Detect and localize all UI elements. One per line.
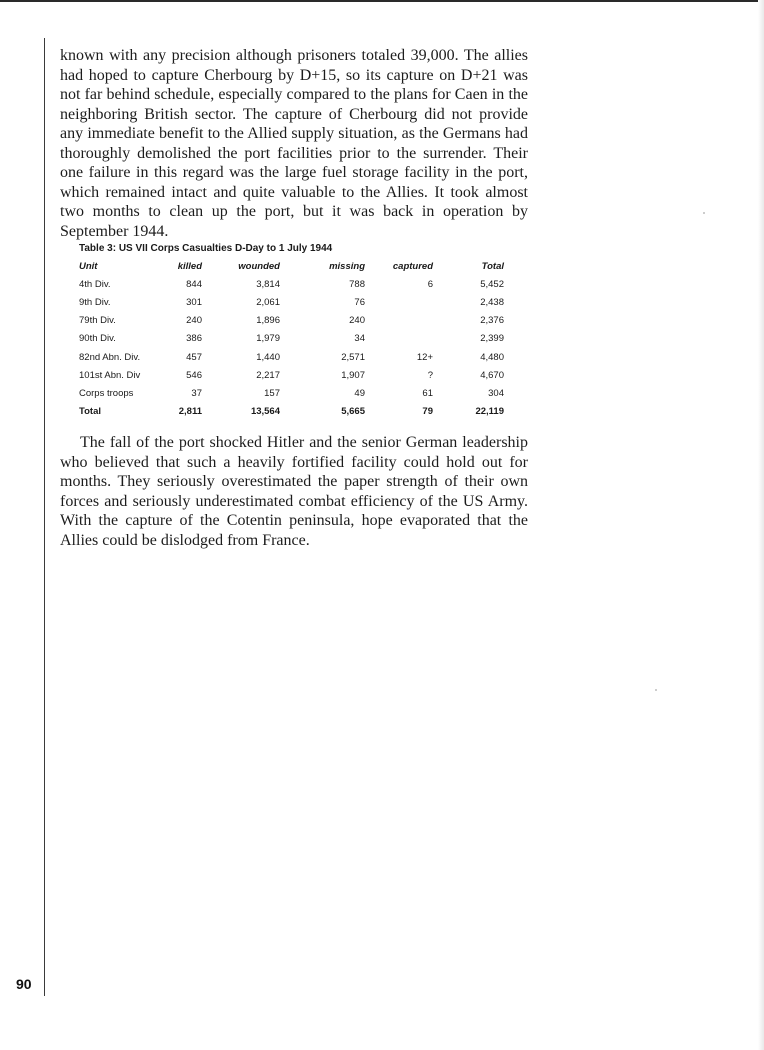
cell-killed: 386 (186, 333, 202, 345)
cell-captured: 6 (427, 278, 433, 290)
cell-killed: 240 (186, 315, 202, 327)
table-row (79, 275, 504, 293)
header-missing: missing (329, 260, 365, 272)
cell-unit: 101st Abn. Div (79, 369, 141, 381)
table-total-row (79, 403, 504, 421)
cell-missing: 49 (354, 387, 365, 399)
header-killed: killed (177, 260, 202, 272)
total-missing: 5,665 (341, 406, 365, 418)
cell-wounded: 2,061 (256, 296, 280, 308)
cell-wounded: 1,979 (256, 333, 280, 345)
cell-total: 304 (488, 387, 504, 399)
table-header-row (79, 257, 504, 275)
cell-missing: 76 (354, 296, 365, 308)
cell-captured: ? (427, 369, 433, 381)
cell-total: 2,376 (480, 315, 504, 327)
cell-killed: 301 (186, 296, 202, 308)
table-title: Table 3: US VII Corps Casualties D-Day to 1 July 1944 (79, 243, 333, 254)
cell-killed: 37 (191, 387, 202, 399)
cell-total: 2,399 (480, 333, 504, 345)
table-row (79, 330, 504, 348)
cell-unit: 4th Div. (79, 278, 111, 290)
table-row (79, 312, 504, 330)
scan-speck (703, 212, 705, 214)
cell-killed: 546 (186, 369, 202, 381)
total-killed: 2,811 (178, 406, 202, 418)
cell-total: 2,438 (480, 296, 504, 308)
header-captured: captured (392, 260, 433, 272)
page-edge-shadow (758, 0, 764, 1050)
header-unit: Unit (79, 260, 98, 272)
cell-missing: 240 (349, 315, 365, 327)
cell-captured: 12+ (416, 351, 433, 363)
cell-total: 5,452 (480, 278, 504, 290)
cell-wounded: 1,440 (256, 351, 280, 363)
casualties-table-block (79, 240, 504, 421)
table-row (79, 348, 504, 366)
cell-wounded: 2,217 (256, 369, 280, 381)
cell-unit: 9th Div. (79, 296, 111, 308)
cell-captured (365, 330, 433, 348)
cell-captured (365, 293, 433, 311)
margin-rule (44, 38, 45, 996)
cell-wounded: 157 (264, 387, 280, 399)
cell-unit: Corps troops (79, 387, 134, 399)
cell-missing: 34 (354, 333, 365, 345)
header-wounded: wounded (238, 260, 280, 272)
cell-wounded: 1,896 (256, 315, 280, 327)
cell-captured: 61 (422, 387, 433, 399)
body-paragraph-2: The fall of the port shocked Hitler and the senior German leadership who believed that such a heavily fortified facility could hold out for months. They seriously overestimated the paper strength of their own forces and seriously underestimated combat efficiency of the US Army. With the capture of the Cotentin peninsula, hope evaporated that the Allies could be dislodged from France. (60, 434, 528, 549)
header-total: Total (481, 260, 504, 272)
table-row (79, 384, 504, 402)
cell-unit: 82nd Abn. Div. (79, 351, 141, 363)
table-row (79, 293, 504, 311)
cell-wounded: 3,814 (256, 278, 280, 290)
total-total: 22,119 (475, 406, 504, 418)
total-label: Total (79, 406, 101, 418)
cell-unit: 79th Div. (79, 315, 116, 327)
casualties-table (79, 257, 504, 421)
page-number: 90 (16, 976, 32, 992)
total-captured: 79 (422, 406, 433, 418)
cell-missing: 788 (349, 278, 365, 290)
cell-missing: 2,571 (341, 351, 365, 363)
table-row (79, 366, 504, 384)
cell-total: 4,670 (480, 369, 504, 381)
cell-captured (365, 312, 433, 330)
cell-killed: 457 (186, 351, 202, 363)
body-paragraph-1: known with any precision although prisoners totaled 39,000. The allies had hoped to capture Cherbourg by D+15, so its capture on D+21 was not far behind schedule, especially compared to the plans for Caen in the neighboring British sector. The capture of Cherbourg did not provide any immediate benefit to the Allied supply situation, as the Germans had thoroughly demolished the port facilities prior to the surrender. Their one failure in this regard was the large fuel storage facility in the port, which remained intact and quite valuable to the Allies. It took almost two months to clean up the port, but it was back in operation by September 1944. (60, 47, 528, 240)
cell-killed: 844 (186, 278, 202, 290)
scan-speck (655, 689, 657, 691)
cell-total: 4,480 (480, 351, 504, 363)
top-border (0, 0, 764, 2)
cell-unit: 90th Div. (79, 333, 116, 345)
total-wounded: 13,564 (250, 406, 280, 418)
cell-missing: 1,907 (341, 369, 365, 381)
